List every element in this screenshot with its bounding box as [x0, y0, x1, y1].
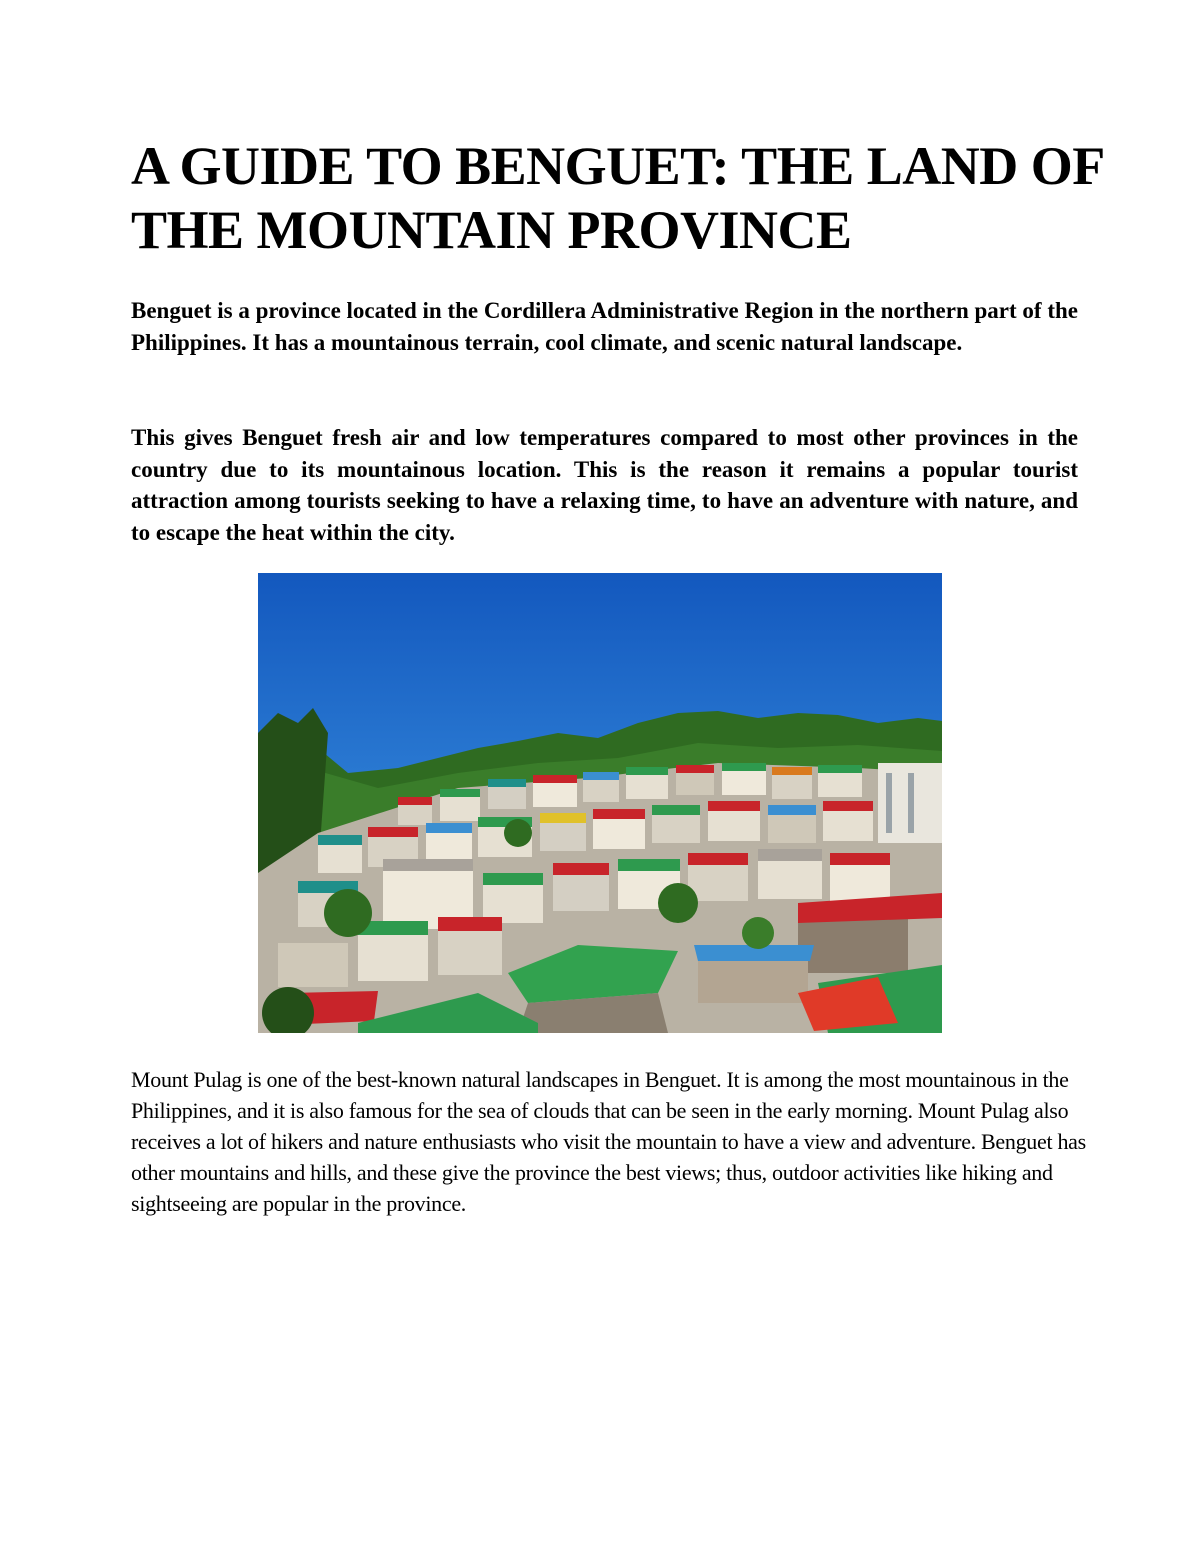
mount-pulag-paragraph: Mount Pulag is one of the best-known natural landscapes in Benguet. It is among the most mountainous in the Philippines, and it is also famous for the sea of clouds that can be seen in the early morning. Mount Pulag also receives a lot of hikers and nature enthusiasts who visit the mountain to have a view and adventure. Benguet has other mountains and hills, and these give the province the best views; thus, outdoor activities like hiking and sightseeing are popular in the province. — [131, 1067, 1086, 1216]
hillside-town-photo — [258, 573, 942, 1033]
intro-paragraph: Benguet is a province located in the Cordillera Administrative Region in the northern part of the Philippines. It has a mountainous terrain, cool climate, and scenic natural landscape. — [131, 298, 1078, 355]
page-title: A GUIDE TO BENGUET: THE LAND OF THE MOUNTAIN PROVINCE — [131, 136, 1103, 260]
climate-paragraph: This gives Benguet fresh air and low temperatures compared to most other provinces in the country due to its mountainous location. This is the reason it remains a popular tourist attraction among tourists seeking to have a relaxing time, to have an adventure with nature, and to escape the heat within the city. — [131, 425, 1078, 545]
